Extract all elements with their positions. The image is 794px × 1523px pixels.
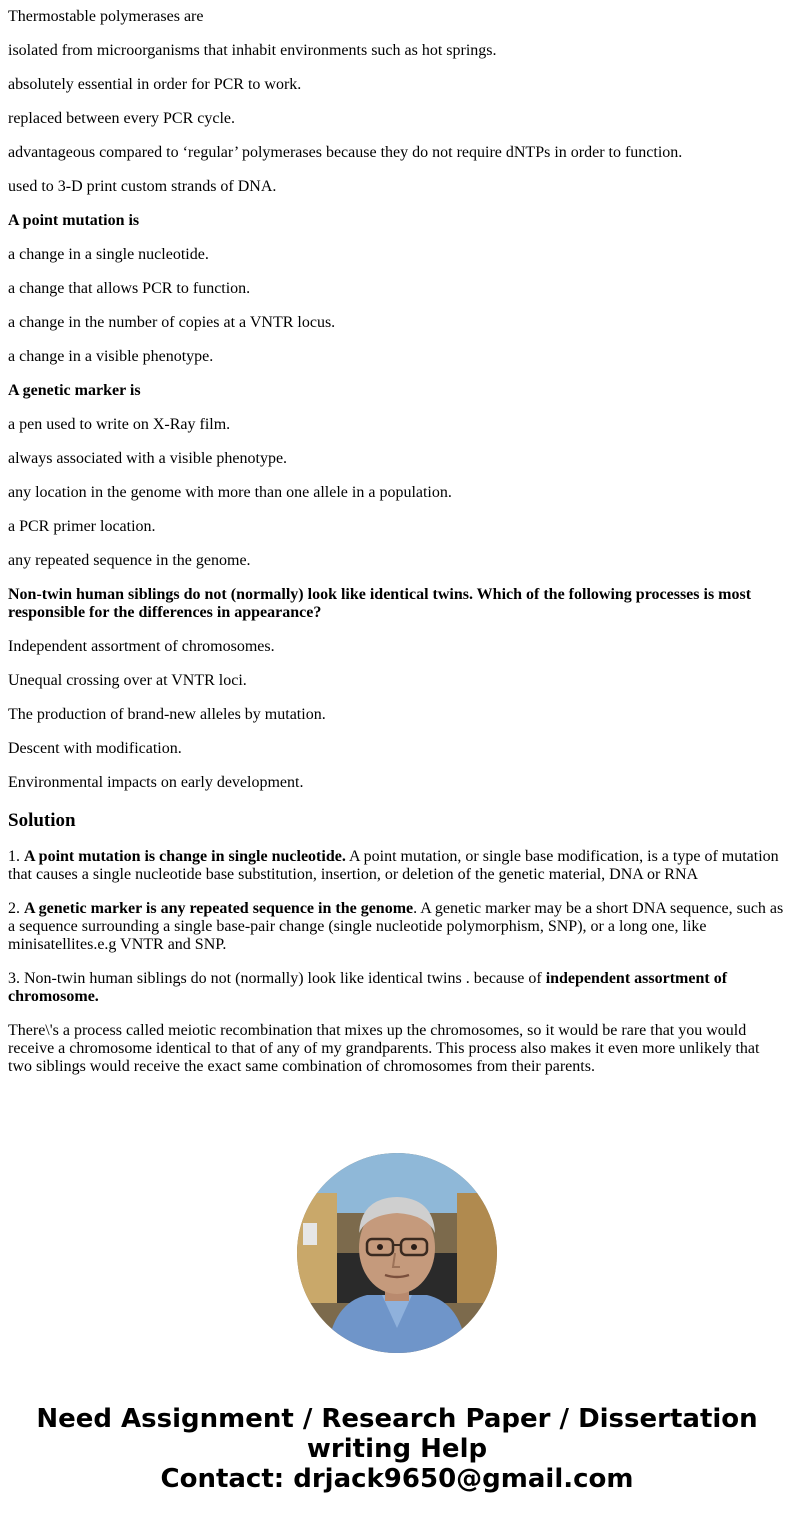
author-avatar xyxy=(297,1153,497,1353)
answer-1-number: 1. xyxy=(8,848,24,865)
answer-option: a change in a single nucleotide. xyxy=(8,246,209,263)
answer-3-bold: independent assortment of chromosome. xyxy=(8,970,728,1005)
answer-1-bold: A point mutation is change in single nucleotide. xyxy=(24,848,346,865)
answer-option: Unequal crossing over at VNTR loci. xyxy=(8,672,247,689)
answer-option: a change that allows PCR to function. xyxy=(8,280,251,297)
answer-2-bold: A genetic marker is any repeated sequence in the genome xyxy=(24,900,414,917)
answer-option: isolated from microorganisms that inhabit environments such as hot springs. xyxy=(8,42,497,59)
solution-answer-3 xyxy=(8,970,786,1006)
answer-option: a pen used to write on X-Ray film. xyxy=(8,416,231,433)
question-prompt: A point mutation is xyxy=(8,212,140,229)
promo-footer xyxy=(0,1404,794,1494)
answer-option: always associated with a visible phenotype. xyxy=(8,450,288,467)
answer-option: The production of brand-new alleles by mutation. xyxy=(8,706,326,723)
promo-line-2: writing Help xyxy=(306,1434,488,1464)
answer-option: a change in a visible phenotype. xyxy=(8,348,214,365)
answer-option: advantageous compared to ‘regular’ polymerases because they do not require dNTPs in order to function. xyxy=(8,144,683,161)
question-prompt: Thermostable polymerases are xyxy=(8,8,204,25)
question-prompt: Non-twin human siblings do not (normally) look like identical twins. Which of the following processes is most responsible for the differences in appearance? xyxy=(8,586,752,621)
contact-line: Contact: drjack9650@gmail.com xyxy=(160,1464,634,1494)
answer-option: Descent with modification. xyxy=(8,740,182,757)
question-list xyxy=(8,8,786,792)
answer-option: replaced between every PCR cycle. xyxy=(8,110,236,127)
answer-option: used to 3-D print custom strands of DNA. xyxy=(8,178,277,195)
solution-answer-2 xyxy=(8,900,786,954)
answer-option: Environmental impacts on early development. xyxy=(8,774,304,791)
answer-option: a PCR primer location. xyxy=(8,518,156,535)
answer-option: any repeated sequence in the genome. xyxy=(8,552,251,569)
solution-explanation: There\'s a process called meiotic recombination that mixes up the chromosomes, so it would be rare that you would receive a chromosome identical to that of any of my grandparents. This process also makes it even more unlikely that two siblings would receive the exact same combination of chromosomes from their parents. xyxy=(8,1022,760,1075)
answer-option: any location in the genome with more than one allele in a population. xyxy=(8,484,452,501)
answer-2-text: . A genetic marker may be a short DNA sequence, such as a sequence surrounding a single base-pair change (single nucleotide polymorphism, SNP), or a long one, like minisatellites.e.g VNTR and SNP. xyxy=(8,900,784,953)
solution-heading: Solution xyxy=(8,810,76,831)
answer-option: Independent assortment of chromosomes. xyxy=(8,638,275,655)
answer-option: absolutely essential in order for PCR to work. xyxy=(8,76,302,93)
answer-2-number: 2. xyxy=(8,900,24,917)
promo-line-1: Need Assignment / Research Paper / Dissertation xyxy=(36,1404,758,1434)
question-prompt: A genetic marker is xyxy=(8,382,141,399)
solution-answer-1 xyxy=(8,848,786,884)
answer-option: a change in the number of copies at a VNTR locus. xyxy=(8,314,336,331)
author-portrait-image xyxy=(297,1153,497,1353)
answer-3-text: 3. Non-twin human siblings do not (normally) look like identical twins . because of xyxy=(8,970,546,987)
answer-1-text: A point mutation, or single base modification, is a type of mutation that causes a single nucleotide base substitution, insertion, or deletion of the genetic material, DNA or RNA xyxy=(8,848,779,883)
